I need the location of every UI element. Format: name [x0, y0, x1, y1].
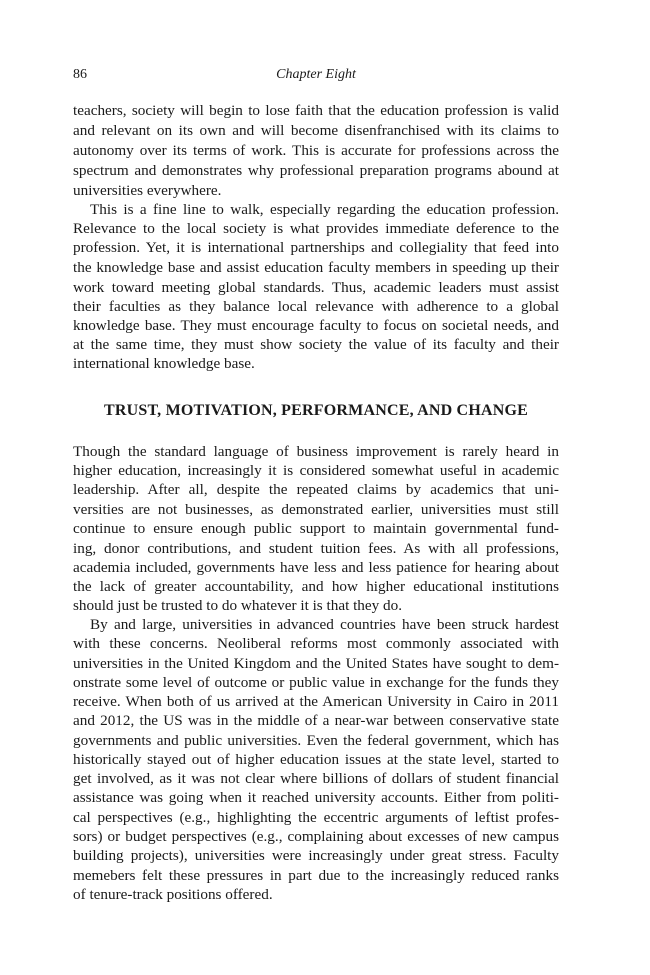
text-line: and 2012, the US was in the middle of a near-war between conservative state	[73, 712, 559, 729]
text-line: academia included, governments have less and less patience for hearing about	[73, 559, 559, 576]
text-line: universities in the United Kingdom and the United States have sought to dem-	[73, 655, 559, 672]
text-line: international knowledge base.	[73, 355, 255, 372]
text-line: of tenure-track positions offered.	[73, 886, 273, 903]
text-line: and relevant on its own and will become disenfranchised with its claims to	[73, 122, 559, 139]
text-line: Relevance to the local society is what provides immediate deference to the	[73, 220, 559, 237]
text-line: teachers, society will begin to lose faith that the education profession is valid	[73, 102, 559, 119]
text-line: get involved, as it was not clear where billions of dollars of student financial	[73, 770, 559, 787]
text-line: cal perspectives (e.g., highlighting the eccentric arguments of leftist profes-	[73, 809, 559, 826]
text-line: memebers felt these pressures in part due to the increasingly reduced ranks	[73, 867, 559, 884]
text-line: spectrum and demonstrates why professional preparation programs abound at	[73, 162, 559, 179]
text-line: governments and public universities. Even the federal government, which has	[73, 732, 559, 749]
text-line: onstrate some level of outcome or public value in exchange for the funds they	[73, 674, 559, 691]
text-line: their faculties as they balance local relevance with adherence to a global	[73, 298, 559, 315]
text-line: leadership. After all, despite the repeated claims by academics that uni-	[73, 481, 559, 498]
text-line: the lack of greater accountability, and how higher educational institutions	[73, 578, 559, 595]
page-number: 86	[73, 67, 87, 82]
text-line: assistance was going when it reached university accounts. Either from politi-	[73, 789, 559, 806]
text-line: higher education, increasingly it is considered somewhat useful in academic	[73, 462, 559, 479]
text-line: universities everywhere.	[73, 182, 222, 199]
text-line: ing, donor contributions, and student tuition fees. As with all professions,	[73, 540, 559, 557]
text-line: autonomy over its terms of work. This is accurate for professions across the	[73, 142, 559, 159]
text-line: the knowledge base and assist education faculty members in speeding up their	[73, 259, 559, 276]
text-line: should just be trusted to do whatever it is that they do.	[73, 597, 403, 614]
text-line: continue to ensure enough public support to maintain governmental fund-	[73, 520, 559, 537]
text-line: By and large, universities in advanced countries have been struck hardest	[90, 616, 559, 633]
text-line: This is a fine line to walk, especially regarding the education profession.	[90, 201, 559, 218]
page-header	[73, 67, 559, 87]
section-heading: TRUST, MOTIVATION, PERFORMANCE, AND CHANGE	[104, 402, 528, 419]
text-line: versities are not businesses, as demonstrated earlier, universities must still	[73, 501, 559, 518]
text-line: work toward meeting global standards. Thus, academic leaders must assist	[73, 279, 559, 296]
text-line: knowledge base. They must encourage faculty to focus on societal needs, and	[73, 317, 559, 334]
text-line: building projects), universities were increasingly under great stress. Faculty	[73, 847, 559, 864]
text-line: with these concerns. Neoliberal reforms most commonly associated with	[73, 635, 559, 652]
running-head-chapter-title: Chapter Eight	[276, 67, 356, 82]
text-line: at the same time, they must show society the value of its faculty and their	[73, 336, 559, 353]
text-line: receive. When both of us arrived at the American University in Cairo in 2011	[73, 693, 559, 710]
text-line: historically stayed out of higher education issues at the state level, started to	[73, 751, 559, 768]
text-line: Though the standard language of business improvement is rarely heard in	[73, 443, 559, 460]
text-line: sors) or budget perspectives (e.g., complaining about excesses of new campus	[73, 828, 559, 845]
text-line: profession. Yet, it is international partnerships and collegiality that feed into	[73, 239, 559, 256]
